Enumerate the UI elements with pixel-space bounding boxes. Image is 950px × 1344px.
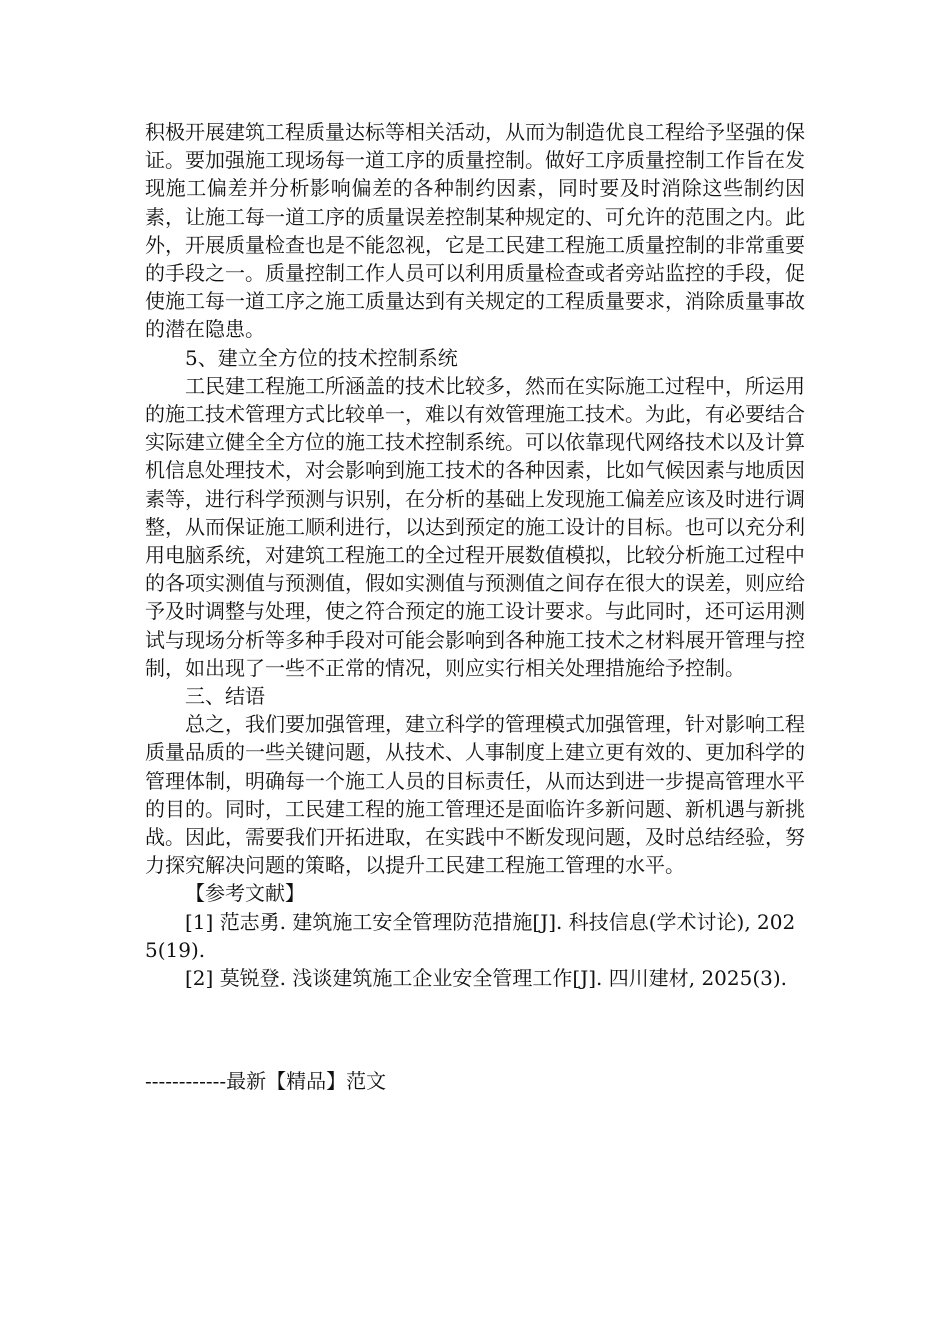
heading-references: 【参考文献】 [185, 881, 305, 906]
heading-section-5: 5、建立全方位的技术控制系统 [185, 345, 458, 370]
paragraph-quality-control: 积极开展建筑工程质量达标等相关活动，从而为制造优良工程给予坚强的保证。要加强施工现场每一道工序的质量控制。做好工序质量控制工作旨在发现施工偏差并分析影响偏差的各种制约因素，同时要及时消除这些制约因素，让施工每一道工序的质量误差控制某种规定的、可允许的范围之内。此外，开展质量检查也是不能忽视，它是工民建工程施工质量控制的非常重要的手段之一。质量控制工作人员可以利用质量检查或者旁站监控的手段，促使施工每一道工序之施工质量达到有关规定的工程质量要求，消除质量事故的潜在隐患。 [145, 120, 805, 342]
document-body [145, 118, 805, 992]
paragraph-conclusion: 总之，我们要加强管理，建立科学的管理模式加强管理，针对影响工程质量品质的一些关键问题，从技术、人事制度上建立更有效的、更加科学的管理体制，明确每一个施工人员的目标责任，从而达到进一步提高管理水平的目的。同时，工民建工程的施工管理还是面临许多新问题、新机遇与新挑战。因此，需要我们开拓进取，在实践中不断发现问题，及时总结经验，努力探究解决问题的策略，以提升工民建工程施工管理的水平。 [145, 712, 805, 878]
reference-item-2: [2] 莫锐登. 浅谈建筑施工企业安全管理工作[J]. 四川建材, 2025(3). [185, 966, 788, 991]
footer-text: ------------最新【精品】范文 [145, 1069, 387, 1093]
reference-item-1: [1] 范志勇. 建筑施工安全管理防范措施[J]. 科技信息(学术讨论), 2025(19). [145, 909, 796, 962]
heading-conclusion: 三、结语 [185, 684, 265, 709]
paragraph-technical-control: 工民建工程施工所涵盖的技术比较多，然而在实际施工过程中，所运用的施工技术管理方式比较单一，难以有效管理施工技术。为此，有必要结合实际建立健全全方位的施工技术控制系统。可以依靠现代网络技术以及计算机信息处理技术，对会影响到施工技术的各种因素，比如气候因素与地质因素等，进行科学预测与识别，在分析的基础上发现施工偏差应该及时进行调整，从而保证施工顺利进行，以达到预定的施工设计的目标。也可以充分利用电脑系统，对建筑工程施工的全过程开展数值模拟，比较分析施工过程中的各项实测值与预测值，假如实测值与预测值之间存在很大的误差，则应给予及时调整与处理，使之符合预定的施工设计要求。与此同时，还可运用测试与现场分析等多种手段对可能会影响到各种施工技术之材料展开管理与控制，如出现了一些不正常的情况，则应实行相关处理措施给予控制。 [145, 373, 805, 680]
